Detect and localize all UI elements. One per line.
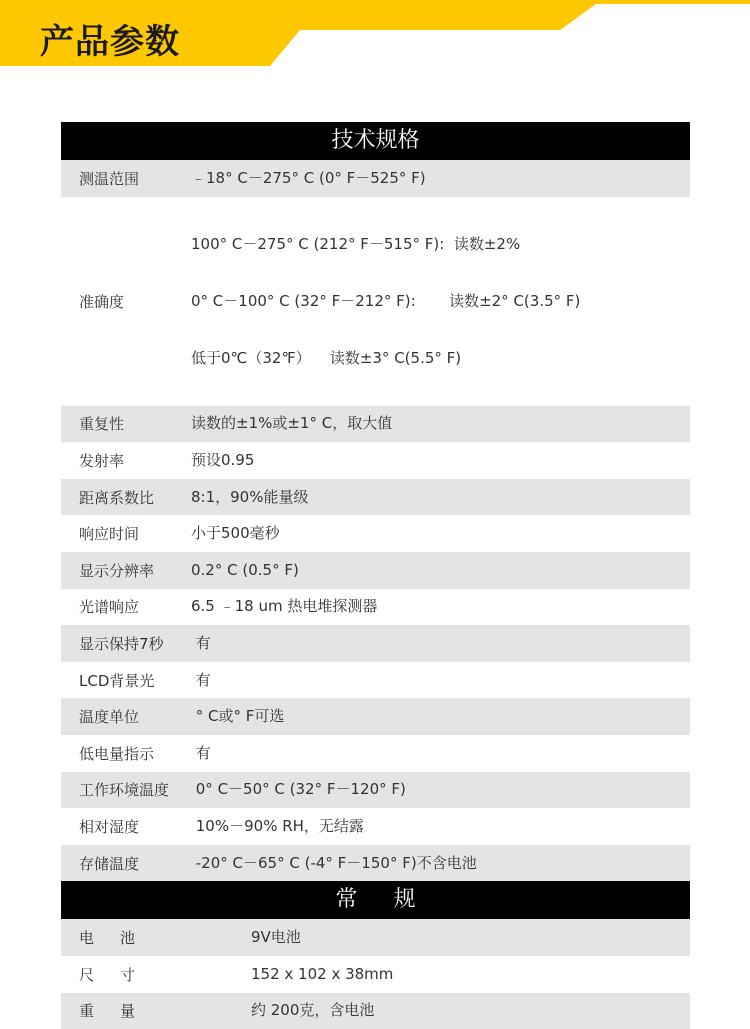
row-label: 存储温度 xyxy=(61,853,173,874)
row-label: 温度单位 xyxy=(61,706,173,727)
header-banner xyxy=(0,0,750,80)
row-value: 有 xyxy=(173,744,690,763)
spec-row-range xyxy=(61,160,690,197)
row-label: 低电量指示 xyxy=(61,743,173,764)
row-value: 小于500毫秒 xyxy=(173,524,690,543)
spec-table xyxy=(61,122,690,1029)
row-value: 0° C－50° C (32° F－120° F) xyxy=(173,780,690,799)
row-value: 有 xyxy=(173,671,690,690)
spec-row-storage-temp xyxy=(61,845,690,882)
row-value-multiline xyxy=(173,197,690,406)
accuracy-line-1: 100° C－275° C (212° F－515° F): 读数±2% xyxy=(191,235,690,254)
row-value: 8:1，90%能量级 xyxy=(173,488,690,507)
row-value: 152 x 102 x 38mm xyxy=(191,965,690,984)
row-label: 显示分辨率 xyxy=(61,560,173,581)
spec-row-response-time xyxy=(61,515,690,552)
row-label: 工作环境温度 xyxy=(61,779,173,800)
spec-row-resolution xyxy=(61,552,690,589)
row-label: 重复性 xyxy=(61,413,173,434)
row-label: 电池 xyxy=(61,927,191,948)
row-label: 相对湿度 xyxy=(61,816,173,837)
row-label: 显示保持7秒 xyxy=(61,633,173,654)
row-value: -20° C－65° C (-4° F－150° F)不含电池 xyxy=(173,854,690,873)
row-label: 响应时间 xyxy=(61,523,173,544)
row-label: 准确度 xyxy=(61,291,173,312)
spec-row-repeatability xyxy=(61,406,690,443)
spec-row-backlight xyxy=(61,662,690,699)
spec-section-header: 技术规格 xyxy=(61,122,690,160)
spec-row-low-battery xyxy=(61,735,690,772)
row-value: 约 200克，含电池 xyxy=(191,1001,690,1020)
row-value: 10%－90% RH，无结露 xyxy=(173,817,690,836)
row-label: 测温范围 xyxy=(61,168,173,189)
accuracy-line-2: 0° C－100° C (32° F－212° F): 读数±2° C(3.5° F) xyxy=(191,292,690,311)
spec-row-distance-ratio xyxy=(61,479,690,516)
row-value: 0.2° C (0.5° F) xyxy=(173,561,690,580)
row-label: 发射率 xyxy=(61,450,173,471)
row-value: ﹣18° C－275° C (0° F－525° F) xyxy=(173,169,690,188)
general-section-header: 常规 xyxy=(61,881,690,919)
row-label: 光谱响应 xyxy=(61,596,173,617)
row-value: 有 xyxy=(173,634,690,653)
general-row-battery xyxy=(61,919,690,956)
spec-row-units xyxy=(61,698,690,735)
page-title: 产品参数 xyxy=(40,14,180,63)
row-value: 9V电池 xyxy=(191,928,690,947)
spec-row-emissivity xyxy=(61,442,690,479)
spec-row-operating-temp xyxy=(61,772,690,809)
general-row-weight xyxy=(61,993,690,1029)
row-value: 预设0.95 xyxy=(173,451,690,470)
accuracy-line-3: 低于0℃（32℉） 读数±3° C(5.5° F) xyxy=(191,349,690,368)
row-label: 距离系数比 xyxy=(61,487,173,508)
row-value: 读数的±1%或±1° C，取大值 xyxy=(173,414,690,433)
spec-row-accuracy xyxy=(61,197,690,406)
row-value: ° C或° F可选 xyxy=(173,707,690,726)
row-label: 尺寸 xyxy=(61,964,191,985)
row-label: 重量 xyxy=(61,1000,191,1021)
row-label: LCD背景光 xyxy=(61,670,173,691)
general-row-dimensions xyxy=(61,956,690,993)
spec-row-hold xyxy=(61,625,690,662)
spec-row-humidity xyxy=(61,808,690,845)
row-value: 6.5 ﹣18 um 热电堆探测器 xyxy=(173,597,690,616)
spec-row-spectral xyxy=(61,589,690,626)
